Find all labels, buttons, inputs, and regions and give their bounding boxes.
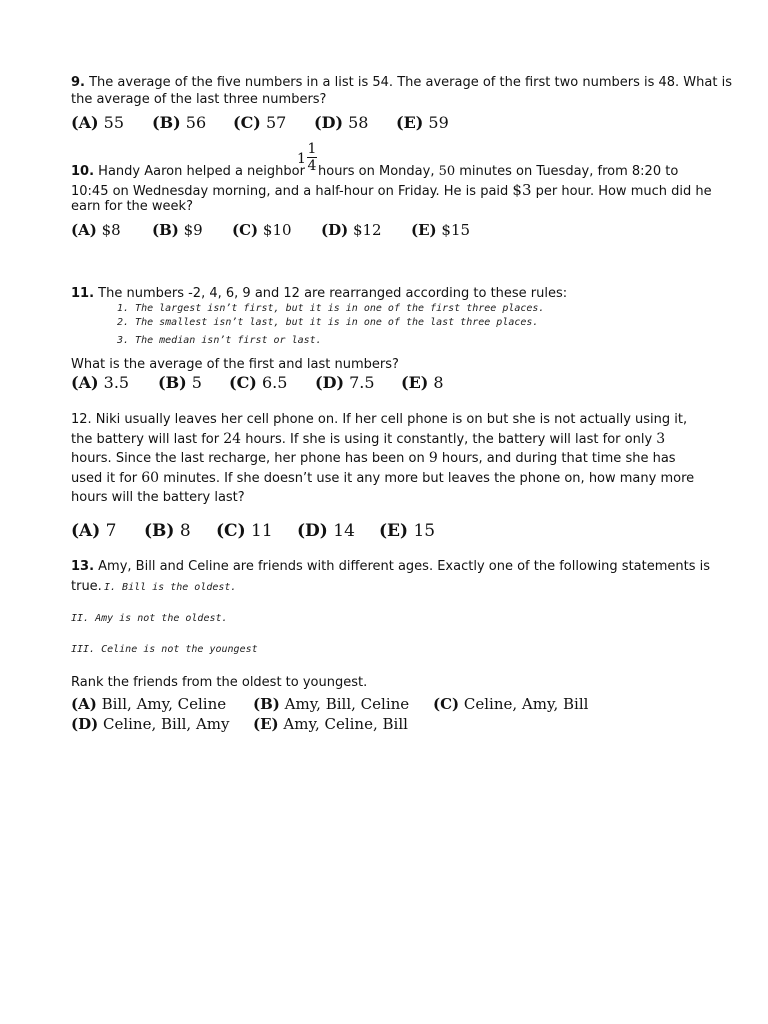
q11-choice-e: (E) 8 [401, 373, 444, 392]
q10-fraction-numerator: 1 [307, 141, 317, 157]
q12-choice-a: (A) 7 [71, 521, 117, 541]
q12-choice-d: (D) 14 [297, 521, 355, 541]
q13-number: 13. [71, 559, 95, 574]
q13-statement-1: I. Bill is the oldest. [104, 582, 237, 593]
q10-pay: $3 [512, 181, 532, 199]
q10-choice-b: (B) $9 [152, 221, 203, 239]
q9-line1 [71, 74, 732, 92]
q11-choice-d: (D) 7.5 [315, 373, 375, 392]
q12-choice-c: (C) 11 [216, 521, 273, 541]
q9-choice-c: (C) 57 [233, 113, 287, 132]
q12-choice-e: (E) 15 [379, 521, 436, 541]
q12-choice-b: (B) 8 [144, 521, 191, 541]
q12-minutes-used: 60 [141, 469, 160, 486]
q9-choice-e: (E) 59 [396, 113, 449, 132]
q10-line3: earn for the week? [71, 199, 193, 214]
q13-choice-a: (A) Bill, Amy, Celine [71, 695, 227, 713]
q12-paragraph: 12. Niki usually leaves her cell phone on. If her cell phone is on but she is not actually using it, the battery will last for 24 hours. If she is using it constantly, the battery will last for only 3 hours. Since the last recharge, her phone has been on 9 hours, and during that time she has used it for 60 minutes. If she doesn’t use it any more but leaves the phone on, how many more hours will the battery last? [71, 412, 695, 505]
q10-fraction-denominator: 4 [307, 158, 317, 174]
q11-choice-c: (C) 6.5 [229, 373, 288, 392]
q13-choice-b: (B) Amy, Bill, Celine [253, 695, 410, 713]
q10-choice-a: (A) $8 [71, 221, 121, 239]
q13-line2: true. [71, 579, 102, 594]
q10-choice-c: (C) $10 [232, 221, 292, 239]
q12-hours-on: 9 [428, 450, 438, 466]
q10-line2: 10:45 on Wednesday morning, and a half-hour on Friday. He is paid $3 per hour. How much did he [71, 181, 712, 199]
q10-minutes: 50 [438, 164, 456, 179]
q10-choice-d: (D) $12 [321, 221, 382, 239]
q10-choice-e: (E) $15 [411, 221, 471, 239]
q11-number: 11. [71, 286, 95, 301]
q13-choice-d: (D) Celine, Bill, Amy [71, 715, 230, 733]
q11-intro: 11. The numbers -2, 4, 6, 9 and 12 are rearranged according to these rules: [71, 286, 568, 301]
q9-text-1: The average of the five numbers in a list is 54. The average of the first two numbers is 48. What is [84, 75, 732, 90]
q13-question: Rank the friends from the oldest to youngest. [71, 675, 368, 690]
q11-question: What is the average of the first and last numbers? [71, 357, 399, 372]
q11-rule-3: 3. The median isn’t first or last. [117, 335, 322, 346]
q13-choice-c: (C) Celine, Amy, Bill [433, 695, 589, 713]
q10-fraction [306, 141, 318, 174]
q9-choice-a: (A) 55 [71, 113, 125, 132]
q11-choice-a: (A) 3.5 [71, 373, 130, 392]
q9-choice-b: (B) 56 [152, 113, 207, 132]
q13-choice-e: (E) Amy, Celine, Bill [253, 715, 408, 733]
q12-hours-active: 3 [656, 430, 666, 447]
q9-choice-d: (D) 58 [314, 113, 369, 132]
q13-statement-2: II. Amy is not the oldest. [71, 613, 228, 624]
q11-choice-b: (B) 5 [158, 373, 202, 392]
q9-line2: the average of the last three numbers? [71, 92, 327, 107]
q10-line1-left: 10. Handy Aaron helped a neighbor [71, 164, 305, 179]
q12-hours-idle: 24 [223, 430, 242, 447]
q10-line1-right: hours on Monday, 50 minutes on Tuesday, from 8:20 to [318, 164, 679, 179]
q13-line1: 13. Amy, Bill and Celine are friends with different ages. Exactly one of the following statements is [71, 559, 711, 574]
q11-rule-1: 1. The largest isn’t first, but it is in one of the first three places. [117, 303, 545, 314]
q9-number: 9. [71, 75, 85, 90]
q13-statement-3: III. Celine is not the youngest [71, 644, 258, 655]
q11-rule-2: 2. The smallest isn’t last, but it is in one of the last three places. [117, 317, 539, 328]
q10-mixed-whole: 1 [297, 151, 306, 167]
q10-number: 10. [71, 164, 95, 179]
